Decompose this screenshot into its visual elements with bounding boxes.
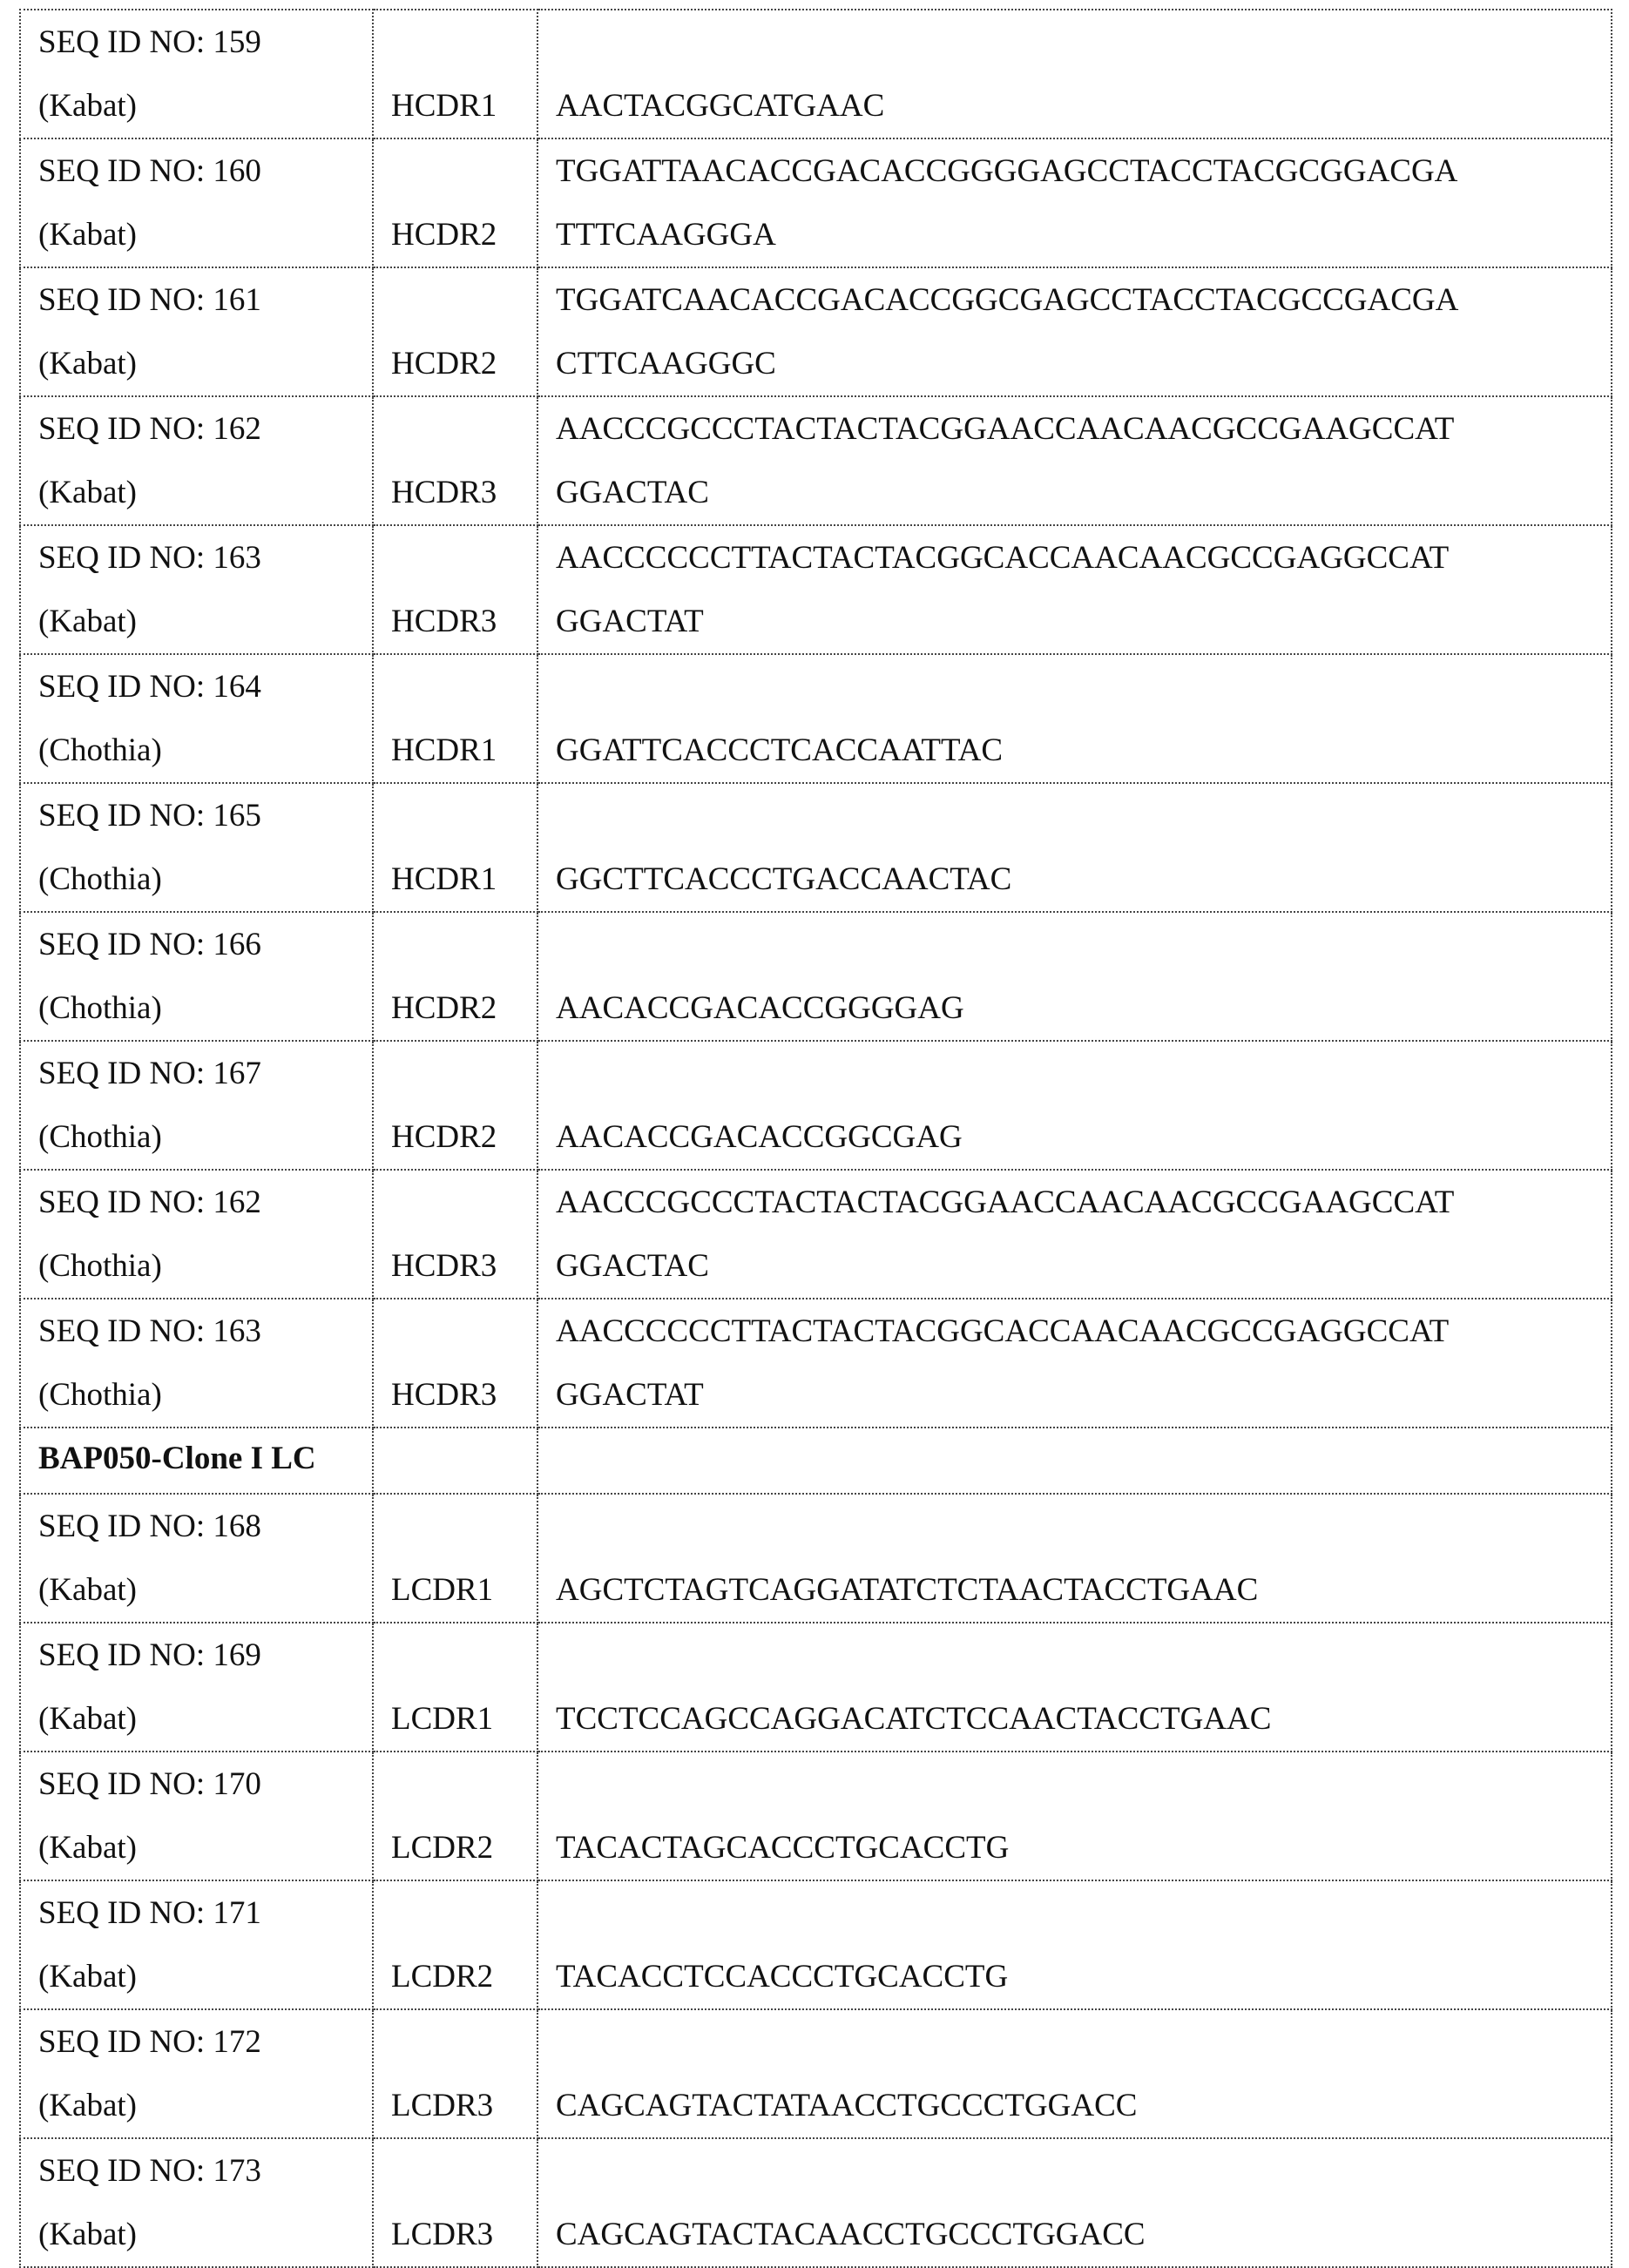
seq-id: SEQ ID NO: 168 [38, 1495, 372, 1558]
seq-id-cell [20, 1299, 373, 1428]
cdr-region: HCDR1 [391, 719, 537, 782]
sequence-line-2: TTTCAAGGGA [556, 203, 1611, 267]
region-cell [373, 1494, 537, 1623]
numbering-scheme: (Kabat) [38, 590, 372, 653]
sequence-line-1: TGGATTAACACCGACACCGGGGAGCCTACCTACGCGGACGA [556, 139, 1611, 203]
seq-id-cell [20, 1880, 373, 2009]
table-row [20, 138, 1612, 267]
seq-id: SEQ ID NO: 173 [38, 2139, 372, 2203]
numbering-scheme: (Chothia) [38, 847, 372, 911]
region-cell [373, 525, 537, 654]
region-cell [373, 1880, 537, 2009]
table-body-lc [20, 1494, 1612, 2267]
seq-id: SEQ ID NO: 162 [38, 397, 372, 461]
numbering-scheme: (Kabat) [38, 332, 372, 395]
region-cell [373, 912, 537, 1041]
table-body-header [20, 1428, 1612, 1494]
sequence-line-1: AACCCGCCCTACTACTACGGAACCAACAACGCCGAAGCCAT [556, 1171, 1611, 1234]
numbering-scheme: (Chothia) [38, 1105, 372, 1169]
region-cell [373, 396, 537, 525]
sequence-line-2: AACACCGACACCGGGGAG [556, 976, 1611, 1040]
sequence-line-2: AACTACGGCATGAAC [556, 74, 1611, 138]
region-cell [373, 2009, 537, 2138]
numbering-scheme: (Chothia) [38, 976, 372, 1040]
empty-cell [373, 1428, 537, 1494]
table-row [20, 654, 1612, 783]
section-header-label: BAP050-Clone I LC [20, 1428, 373, 1494]
table-row [20, 2138, 1612, 2267]
seq-id-cell [20, 1752, 373, 1880]
sequence-line-2: CAGCAGTACTACAACCTGCCCTGGACC [556, 2203, 1611, 2266]
cdr-region: LCDR1 [391, 1558, 537, 1622]
seq-id: SEQ ID NO: 162 [38, 1171, 372, 1234]
table-row [20, 267, 1612, 396]
sequence-cell [537, 267, 1612, 396]
sequence-table [19, 9, 1612, 2268]
table-row [20, 912, 1612, 1041]
sequence-cell [537, 1623, 1612, 1752]
sequence-cell [537, 912, 1612, 1041]
sequence-line-2: CAGCAGTACTATAACCTGCCCTGGACC [556, 2074, 1611, 2137]
seq-id-cell [20, 267, 373, 396]
sequence-cell [537, 2009, 1612, 2138]
cdr-region: LCDR2 [391, 1945, 537, 2008]
table-row [20, 10, 1612, 138]
sequence-line-2: CTTCAAGGGC [556, 332, 1611, 395]
numbering-scheme: (Kabat) [38, 461, 372, 524]
seq-id: SEQ ID NO: 163 [38, 1299, 372, 1363]
region-cell [373, 2138, 537, 2267]
sequence-line-1 [556, 913, 1611, 976]
sequence-line-1 [556, 2010, 1611, 2074]
seq-id-cell [20, 1041, 373, 1170]
empty-cell [537, 1428, 1612, 1494]
cdr-region: HCDR3 [391, 461, 537, 524]
numbering-scheme: (Kabat) [38, 1558, 372, 1622]
table-row [20, 1494, 1612, 1623]
seq-id: SEQ ID NO: 169 [38, 1623, 372, 1687]
numbering-scheme: (Kabat) [38, 1816, 372, 1880]
seq-id-cell [20, 1623, 373, 1752]
numbering-scheme: (Kabat) [38, 1945, 372, 2008]
sequence-line-1: AACCCCCCTTACTACTACGGCACCAACAACGCCGAGGCCAT [556, 526, 1611, 590]
sequence-line-1 [556, 1881, 1611, 1945]
seq-id: SEQ ID NO: 163 [38, 526, 372, 590]
cdr-region: HCDR2 [391, 332, 537, 395]
sequence-line-1 [556, 655, 1611, 719]
table-body-hc [20, 10, 1612, 1428]
numbering-scheme: (Kabat) [38, 2203, 372, 2266]
region-cell [373, 10, 537, 138]
cdr-region: HCDR2 [391, 203, 537, 267]
sequence-cell [537, 1041, 1612, 1170]
sequence-line-1: TGGATCAACACCGACACCGGCGAGCCTACCTACGCCGACGA [556, 268, 1611, 332]
sequence-line-2: GGACTAC [556, 461, 1611, 524]
sequence-line-1 [556, 2139, 1611, 2203]
sequence-line-2: AGCTCTAGTCAGGATATCTCTAACTACCTGAAC [556, 1558, 1611, 1622]
region-cell [373, 783, 537, 912]
cdr-region: HCDR3 [391, 590, 537, 653]
region-cell [373, 1299, 537, 1428]
sequence-line-1: AACCCGCCCTACTACTACGGAACCAACAACGCCGAAGCCAT [556, 397, 1611, 461]
cdr-region: LCDR3 [391, 2203, 537, 2266]
sequence-line-2: GGACTAT [556, 1363, 1611, 1427]
numbering-scheme: (Kabat) [38, 2074, 372, 2137]
region-cell [373, 1752, 537, 1880]
sequence-cell [537, 1170, 1612, 1299]
table-row [20, 1299, 1612, 1428]
seq-id: SEQ ID NO: 160 [38, 139, 372, 203]
sequence-cell [537, 10, 1612, 138]
table-row [20, 1623, 1612, 1752]
cdr-region: LCDR3 [391, 2074, 537, 2137]
seq-id: SEQ ID NO: 164 [38, 655, 372, 719]
cdr-region: LCDR2 [391, 1816, 537, 1880]
sequence-line-1 [556, 1042, 1611, 1105]
region-cell [373, 1623, 537, 1752]
seq-id: SEQ ID NO: 159 [38, 10, 372, 74]
seq-id-cell [20, 396, 373, 525]
sequence-cell [537, 783, 1612, 912]
table-row [20, 1170, 1612, 1299]
sequence-line-1 [556, 1752, 1611, 1816]
seq-id-cell [20, 1170, 373, 1299]
sequence-cell [537, 138, 1612, 267]
seq-id-cell [20, 783, 373, 912]
table-row [20, 783, 1612, 912]
seq-id-cell [20, 654, 373, 783]
region-cell [373, 267, 537, 396]
region-cell [373, 1170, 537, 1299]
seq-id-cell [20, 2138, 373, 2267]
sequence-cell [537, 1880, 1612, 2009]
cdr-region: LCDR1 [391, 1687, 537, 1751]
sequence-cell [537, 396, 1612, 525]
numbering-scheme: (Chothia) [38, 1363, 372, 1427]
seq-id-cell [20, 525, 373, 654]
seq-id: SEQ ID NO: 172 [38, 2010, 372, 2074]
sequence-cell [537, 1494, 1612, 1623]
section-header-row [20, 1428, 1612, 1494]
sequence-line-1 [556, 784, 1611, 847]
seq-id: SEQ ID NO: 165 [38, 784, 372, 847]
sequence-line-2: GGACTAC [556, 1234, 1611, 1298]
seq-id: SEQ ID NO: 161 [38, 268, 372, 332]
cdr-region: HCDR3 [391, 1363, 537, 1427]
sequence-line-1 [556, 1495, 1611, 1558]
region-cell [373, 654, 537, 783]
sequence-line-2: GGCTTCACCCTGACCAACTAC [556, 847, 1611, 911]
table-row [20, 1880, 1612, 2009]
seq-id-cell [20, 138, 373, 267]
seq-id-cell [20, 912, 373, 1041]
seq-id-cell [20, 2009, 373, 2138]
cdr-region: HCDR1 [391, 74, 537, 138]
sequence-line-2: AACACCGACACCGGCGAG [556, 1105, 1611, 1169]
sequence-cell [537, 1299, 1612, 1428]
table-row [20, 525, 1612, 654]
seq-id-cell [20, 10, 373, 138]
region-cell [373, 138, 537, 267]
cdr-region: HCDR2 [391, 976, 537, 1040]
sequence-line-1 [556, 1623, 1611, 1687]
cdr-region: HCDR3 [391, 1234, 537, 1298]
numbering-scheme: (Kabat) [38, 74, 372, 138]
sequence-cell [537, 654, 1612, 783]
numbering-scheme: (Chothia) [38, 1234, 372, 1298]
sequence-cell [537, 1752, 1612, 1880]
region-cell [373, 1041, 537, 1170]
numbering-scheme: (Kabat) [38, 1687, 372, 1751]
sequence-line-2: TACACTAGCACCCTGCACCTG [556, 1816, 1611, 1880]
seq-id: SEQ ID NO: 166 [38, 913, 372, 976]
cdr-region: HCDR1 [391, 847, 537, 911]
seq-id: SEQ ID NO: 167 [38, 1042, 372, 1105]
table-row [20, 1752, 1612, 1880]
numbering-scheme: (Kabat) [38, 203, 372, 267]
sequence-cell [537, 2138, 1612, 2267]
sequence-line-2: GGATTCACCCTCACCAATTAC [556, 719, 1611, 782]
sequence-line-1: AACCCCCCTTACTACTACGGCACCAACAACGCCGAGGCCAT [556, 1299, 1611, 1363]
cdr-region: HCDR2 [391, 1105, 537, 1169]
table-row [20, 396, 1612, 525]
table-row [20, 1041, 1612, 1170]
seq-id-cell [20, 1494, 373, 1623]
sequence-line-1 [556, 10, 1611, 74]
numbering-scheme: (Chothia) [38, 719, 372, 782]
seq-id: SEQ ID NO: 171 [38, 1881, 372, 1945]
table-row [20, 2009, 1612, 2138]
sequence-line-2: GGACTAT [556, 590, 1611, 653]
sequence-line-2: TCCTCCAGCCAGGACATCTCCAACTACCTGAAC [556, 1687, 1611, 1751]
seq-id: SEQ ID NO: 170 [38, 1752, 372, 1816]
sequence-cell [537, 525, 1612, 654]
sequence-line-2: TACACCTCCACCCTGCACCTG [556, 1945, 1611, 2008]
